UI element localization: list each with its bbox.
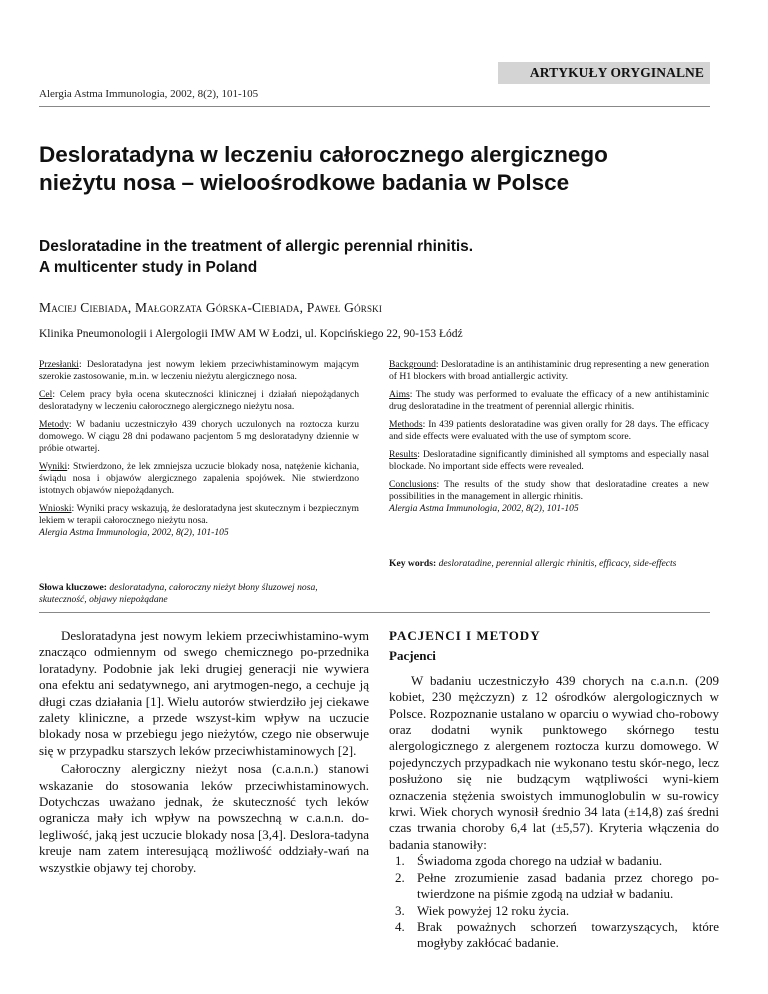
intro-paragraph-1: Desloratadyna jest nowym lekiem przeciwhistamino-wym znacząco odmiennym od swego chemicznego po-przednika loratadyny. Podobnie jak leki drugiej generacji nie wywiera ona efektu ani sedatywnego, ani arytmogen-nego, a cechuje ją długi czas działania [1]. Wielu autorów stwierdziło jej ciekawe zalety kliniczne, a przede wszyst-kim wpływ na uczucie blokady nosa w przebiegu jego nieżytów, czego nie obserwuje się w przypadku starszych leków przeciwhistaminowych [2]. [39, 628, 369, 758]
list-item [389, 903, 719, 919]
abstract-pl-conclusions [39, 503, 359, 539]
patients-paragraph: W badaniu uczestniczyło 439 chorych na c.a.n.n. (209 kobiet, 230 mężczyzn) z 12 ośrodków alergologicznych w Polsce. Rozpoznanie ustalano w oparciu o wywiad cho-robowy oraz dodatni wynik punktowego skórnego testu alergologicznego z alergenem roztocza kurzu domowego. W pojedynczych przypadkach nie wykonano testu skór-nego, lecz posłużono się nie budzącym wątpliwości wyni-kiem oznaczenia stężenia swoistych immunoglobulin w su-rowicy krwi. Wiek chorych wynosił średnio 34 lata (±14,8) zaś średni czas trwania choroby 6,4 lat (±5,57). Kryteria włączenia do badania stanowiły: [389, 672, 719, 852]
abstract-en-citation: Alergia Astma Immunologia, 2002, 8(2), 101-105 [389, 503, 579, 514]
results-text: : Stwierdzono, że lek zmniejsza uczucie blokady nosa, natężenie kichania, świądu nosa i objawów alergicznego zapalenia spojówek. Nie stwierdzono istotnych objawów niepożądanych. [39, 461, 359, 496]
aims-text: : The study was performed to evaluate the efficacy of a new antihistaminic drug desloratadine in the treatment of perennial allergic rhinitis. [389, 389, 709, 412]
abstract-en-background [389, 359, 709, 383]
journal-citation: Alergia Astma Immunologia, 2002, 8(2), 101-105 [39, 88, 259, 100]
aim-text: : Celem pracy była ocena skuteczności klinicznej i działań niepożądanych desloratadyny w leczeniu całorocznego alergicznego nieżytu nosa. [39, 389, 359, 412]
subsection-heading: Pacjenci [389, 648, 436, 664]
keywords-polish [39, 582, 359, 606]
affiliation: Klinika Pneumonologii i Alergologii IMW AM W Łodzi, ul. Kopcińskiego 22, 90-153 Łódź [39, 328, 463, 340]
premises-text: : Desloratadyna jest nowym lekiem przeciwhistaminowym mającym szerokie zastosowanie, m.in. w leczeniu nieżytu alergicznego nosa. [39, 359, 359, 382]
keywords-pl-label: Słowa kluczowe: [39, 582, 107, 593]
conclusions-text-en: : The results of the study show that desloratadine creates a new possibilities in the management in allergic rhinitis. [389, 479, 709, 502]
list-item-text: Pełne zrozumienie zasad badania przez chorego po-twierdzone na piśmie zgodą na udział w badaniu. [417, 869, 719, 902]
author-list: Maciej Ciebiada, Małgorzata Górska-Ciebiada, Paweł Górski [39, 300, 383, 315]
conclusions-label-en: Conclusions [389, 479, 437, 490]
section-banner [498, 62, 710, 84]
list-number: 2. [395, 869, 405, 885]
title-pl-line-1: Desloratadyna w leczeniu całorocznego alergicznego [39, 142, 608, 167]
article-title-polish [39, 141, 729, 197]
results-text-en: : Desloratadine significantly diminished all symptoms and especially nasal blockade. No important side effects were revealed. [389, 449, 709, 472]
keywords-en-text: desloratadine, perennial allergic rhinitis, efficacy, side-effects [436, 558, 677, 569]
body-divider [39, 612, 710, 613]
methods-section [389, 628, 719, 952]
keywords-en-label: Key words: [389, 558, 437, 569]
keywords-pl-text: desloratadyna, całoroczny nieżyt błony śluzowej nosa, skuteczność, objawy niepożądane [39, 582, 318, 605]
results-label: Wyniki [39, 461, 68, 472]
inclusion-criteria-list [389, 853, 719, 951]
abstract-en-aims [389, 389, 709, 413]
aims-label: Aims [389, 389, 410, 400]
abstract-pl-citation: Alergia Astma Immunologia, 2002, 8(2), 101-105 [39, 527, 229, 538]
background-text: : Desloratadine is an antihistaminic drug representing a new generation of H1 blockers with broad antiallergic activity. [389, 359, 709, 382]
header-divider [39, 106, 710, 107]
list-item-text: Brak poważnych schorzeń towarzyszących, które mogłyby zakłócać badanie. [417, 918, 719, 951]
list-item [389, 853, 719, 869]
background-label: Background [389, 359, 436, 370]
intro-paragraph-2: Całoroczny alergiczny nieżyt nosa (c.a.n.n.) stanowi wskazanie do stosowania leków przeciwhistaminowych. Dotychczas uważano jednak, że skuteczność tych leków ogranicza mały ich wpływ na powszechną w c.a.n.n. do-legliwość, jaką jest uczucie blokady nosa [3,4]. Deslora-tadyna kreuje nam zatem interesującą możliwość oddziały-wań na wszystkie objawy tej choroby. [39, 761, 369, 875]
results-label-en: Results [389, 449, 418, 460]
methods-label: Metody [39, 419, 69, 430]
introduction [39, 628, 369, 876]
list-item-text: Świadoma zgoda chorego na udział w badaniu. [417, 853, 663, 869]
title-en-line-1: Desloratadine in the treatment of allergic perennial rhinitis. [39, 238, 474, 255]
keywords-english [389, 558, 709, 570]
methods-text-en: : In 439 patients desloratadine was given orally for 28 days. The efficacy and side effects were evaluated with the use of symptom score. [389, 419, 709, 442]
title-pl-line-2: nieżytu nosa – wieloośrodkowe badania w Polsce [39, 170, 570, 195]
conclusions-label: Wnioski [39, 503, 72, 514]
abstract-en-results [389, 449, 709, 473]
methods-label-en: Methods [389, 419, 423, 430]
abstract-english [389, 359, 709, 521]
abstract-polish [39, 359, 359, 545]
abstract-pl-results [39, 461, 359, 497]
list-item-text: Wiek powyżej 12 roku życia. [417, 902, 570, 918]
title-en-line-2: A multicenter study in Poland [39, 259, 258, 276]
list-item [389, 919, 719, 952]
list-item [389, 870, 719, 903]
list-number: 1. [395, 853, 405, 869]
abstract-pl-methods [39, 419, 359, 455]
premises-label: Przesłanki [39, 359, 79, 370]
article-title-english [39, 236, 729, 278]
section-label: ARTYKUŁY ORYGINALNE [529, 65, 704, 80]
list-number: 3. [395, 902, 405, 918]
abstract-pl-premises [39, 359, 359, 383]
abstract-en-conclusions [389, 479, 709, 515]
abstract-pl-aim [39, 389, 359, 413]
aim-label: Cel [39, 389, 53, 400]
conclusions-text: : Wyniki pracy wskazują, że desloratadyna jest skutecznym i bezpiecznym lekiem w terapii całorocznego nieżytu nosa. [39, 503, 359, 526]
methods-text: : W badaniu uczestniczyło 439 chorych uczulonych na roztocza kurzu domowego. W ciągu 28 dni podawano pacjentom 5 mg desloratadyny dziennie w próbie otwartej. [39, 419, 359, 454]
abstract-en-methods [389, 419, 709, 443]
list-number: 4. [395, 918, 405, 934]
section-heading: PACJENCI I METODY [389, 628, 541, 643]
